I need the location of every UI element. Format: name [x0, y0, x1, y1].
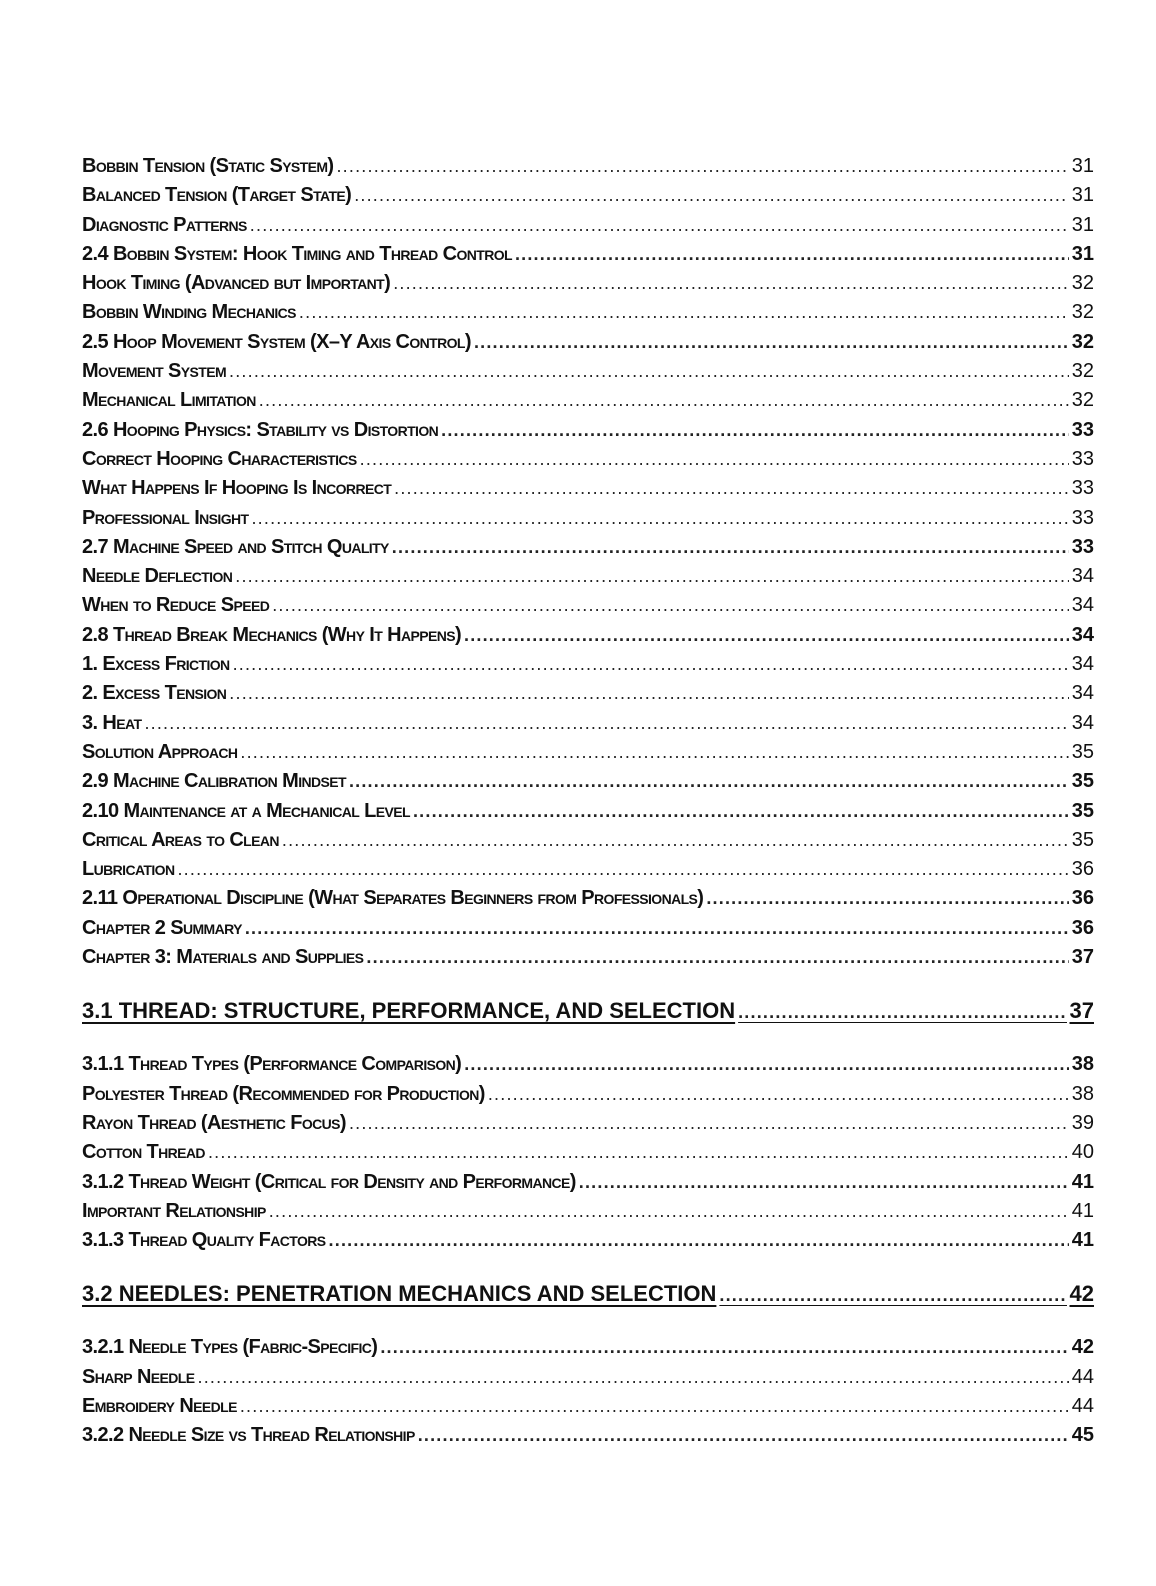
- toc-entry[interactable]: [82, 914, 1094, 943]
- toc-entry-title: 3.2.1 Needle Types (Fabric-Specific): [82, 1336, 378, 1359]
- toc-entry[interactable]: [82, 416, 1094, 445]
- toc-dot-leader: [360, 445, 1069, 474]
- toc-dot-leader: [738, 973, 1066, 1050]
- toc-entry[interactable]: [82, 1421, 1094, 1450]
- toc-page-number: 36: [1071, 858, 1094, 881]
- toc-entry[interactable]: [82, 269, 1094, 298]
- toc-entry[interactable]: [82, 621, 1094, 650]
- toc-entry-title: Needle Deflection: [82, 565, 233, 588]
- toc-entry[interactable]: [82, 474, 1094, 503]
- toc-page-number: 34: [1071, 682, 1094, 705]
- toc-entry-title: Chapter 3: Materials and Supplies: [82, 946, 364, 969]
- toc-dot-leader: [259, 386, 1069, 415]
- toc-entry-title: 2.11 Operational Discipline (What Separates Beginners from Professionals): [82, 887, 704, 910]
- toc-page-number: 34: [1071, 565, 1094, 588]
- toc-page-number: 36: [1071, 887, 1094, 910]
- toc-entry[interactable]: [82, 504, 1094, 533]
- toc-entry[interactable]: [82, 797, 1094, 826]
- toc-dot-leader: [282, 826, 1069, 855]
- toc-entry-title: 2.5 Hoop Movement System (X–Y Axis Control): [82, 330, 471, 353]
- toc-entry[interactable]: [82, 1197, 1094, 1226]
- toc-entry[interactable]: [82, 738, 1094, 767]
- toc-page-number: 37: [1069, 998, 1094, 1024]
- toc-page-number: 33: [1071, 447, 1094, 470]
- toc-entry-title: Diagnostic Patterns: [82, 213, 247, 236]
- toc-dot-leader: [349, 1109, 1069, 1138]
- toc-entry[interactable]: [82, 826, 1094, 855]
- toc-entry-title: 2.4 Bobbin System: Hook Timing and Thread Control: [82, 242, 512, 265]
- toc-dot-leader: [299, 298, 1069, 327]
- toc-section-heading[interactable]: [82, 1255, 1094, 1333]
- toc-entry-title: 3.2 NEEDLES: PENETRATION MECHANICS AND SELECTION: [82, 1281, 717, 1307]
- toc-entry-title: Correct Hooping Characteristics: [82, 447, 357, 470]
- toc-page-number: 31: [1071, 184, 1094, 207]
- toc-entry[interactable]: [82, 1392, 1094, 1421]
- toc-entry[interactable]: [82, 1363, 1094, 1392]
- toc-entry-title: 3. Heat: [82, 711, 142, 734]
- toc-page-number: 42: [1071, 1336, 1094, 1359]
- toc-page-number: 36: [1071, 916, 1094, 939]
- toc-page-number: 33: [1071, 506, 1094, 529]
- toc-dot-leader: [393, 269, 1069, 298]
- toc-dot-leader: [233, 650, 1069, 679]
- toc-dot-leader: [336, 152, 1068, 181]
- toc-dot-leader: [229, 679, 1068, 708]
- toc-dot-leader: [418, 1421, 1069, 1450]
- toc-entry[interactable]: [82, 679, 1094, 708]
- toc-page-number: 34: [1071, 594, 1094, 617]
- toc-dot-leader: [235, 562, 1068, 591]
- toc-entry-title: 3.2.2 Needle Size vs Thread Relationship: [82, 1424, 415, 1447]
- toc-dot-leader: [706, 884, 1068, 913]
- toc-page-number: 31: [1071, 213, 1094, 236]
- toc-dot-leader: [240, 1392, 1069, 1421]
- toc-entry-title: 3.1.2 Thread Weight (Critical for Density and Performance): [82, 1170, 576, 1193]
- toc-entry-title: 2.6 Hooping Physics: Stability vs Distortion: [82, 418, 439, 441]
- toc-entry-title: Bobbin Tension (Static System): [82, 155, 334, 177]
- toc-dot-leader: [144, 709, 1068, 738]
- toc-entry-title: 3.1 THREAD: STRUCTURE, PERFORMANCE, AND SELECTION: [82, 998, 736, 1024]
- toc-entry-title: Cotton Thread: [82, 1141, 205, 1164]
- toc-dot-leader: [366, 943, 1068, 972]
- toc-dot-leader: [464, 621, 1069, 650]
- toc-page-number: 38: [1071, 1082, 1094, 1105]
- toc-section-heading-link[interactable]: [82, 972, 1094, 1050]
- toc-entry-title: 3.1.1 Thread Types (Performance Comparison): [82, 1053, 462, 1076]
- toc-page-number: 35: [1071, 828, 1094, 851]
- toc-dot-leader: [380, 1333, 1068, 1362]
- toc-dot-leader: [229, 357, 1069, 386]
- toc-entry[interactable]: [82, 533, 1094, 562]
- toc-entry[interactable]: [82, 211, 1094, 240]
- toc-entry-title: 2.7 Machine Speed and Stitch Quality: [82, 535, 389, 558]
- toc-entry[interactable]: [82, 1138, 1094, 1167]
- toc-entry[interactable]: [82, 709, 1094, 738]
- toc-entry[interactable]: [82, 386, 1094, 415]
- toc-page-number: 37: [1071, 946, 1094, 969]
- toc-page-number: 35: [1071, 770, 1094, 793]
- toc-entry-title: Bobbin Winding Mechanics: [82, 301, 296, 324]
- toc-entry[interactable]: [82, 562, 1094, 591]
- toc-entry-title: Polyester Thread (Recommended for Production): [82, 1082, 485, 1105]
- toc-dot-leader: [240, 738, 1068, 767]
- toc-page-number: 40: [1071, 1141, 1094, 1164]
- toc-dot-leader: [272, 591, 1069, 620]
- toc-entry[interactable]: [82, 152, 1094, 181]
- toc-dot-leader: [269, 1197, 1069, 1226]
- toc-entry-title: Solution Approach: [82, 740, 238, 763]
- toc-page-number: 31: [1071, 242, 1094, 265]
- toc-entry-title: 2.8 Thread Break Mechanics (Why It Happens): [82, 623, 461, 646]
- toc-page-number: 44: [1071, 1365, 1094, 1388]
- toc-entry[interactable]: [82, 181, 1094, 210]
- toc-dot-leader: [354, 181, 1069, 210]
- toc-dot-leader: [413, 797, 1069, 826]
- toc-entry-title: Chapter 2 Summary: [82, 916, 242, 939]
- toc-page-number: 34: [1071, 623, 1094, 646]
- toc-entry[interactable]: [82, 591, 1094, 620]
- toc-page-number: 39: [1071, 1111, 1094, 1134]
- toc-entry[interactable]: [82, 650, 1094, 679]
- toc-section-heading-link[interactable]: [82, 1255, 1094, 1333]
- toc-entry-title: Hook Timing (Advanced but Important): [82, 272, 391, 295]
- toc-section-heading[interactable]: [82, 972, 1094, 1050]
- toc-entry[interactable]: [82, 1226, 1094, 1255]
- toc-dot-leader: [441, 416, 1069, 445]
- toc-page-number: 32: [1071, 272, 1094, 295]
- toc-entry-title: 2.9 Machine Calibration Mindset: [82, 770, 346, 793]
- toc-page-number: 35: [1071, 799, 1094, 822]
- toc-dot-leader: [329, 1226, 1069, 1255]
- toc-dot-leader: [394, 474, 1069, 503]
- toc-entry[interactable]: [82, 943, 1094, 972]
- toc-entry-title: Movement System: [82, 360, 227, 383]
- toc-page-number: 34: [1071, 711, 1094, 734]
- toc-entry-title: Mechanical Limitation: [82, 389, 256, 412]
- toc-page-number: 33: [1071, 477, 1094, 500]
- toc-dot-leader: [474, 328, 1069, 357]
- toc-page-number: 33: [1071, 418, 1094, 441]
- toc-page-number: 32: [1071, 301, 1094, 324]
- toc-entry[interactable]: [82, 1168, 1094, 1197]
- toc-page-number: 41: [1071, 1170, 1094, 1193]
- toc-entry[interactable]: [82, 1050, 1094, 1079]
- toc-entry[interactable]: [82, 884, 1094, 913]
- toc-entry-title: When to Reduce Speed: [82, 594, 270, 617]
- toc-page-number: 41: [1071, 1199, 1094, 1222]
- toc-dot-leader: [251, 504, 1068, 533]
- toc-entry[interactable]: [82, 357, 1094, 386]
- toc-dot-leader: [515, 240, 1069, 269]
- toc-entry[interactable]: [82, 240, 1094, 269]
- toc-page-number: 44: [1071, 1394, 1094, 1417]
- toc-entry-title: Embroidery Needle: [82, 1394, 237, 1417]
- toc-entry-title: Professional Insight: [82, 506, 249, 529]
- toc-entry[interactable]: [82, 1080, 1094, 1109]
- toc-entry-title: What Happens If Hooping Is Incorrect: [82, 477, 392, 500]
- toc-page-number: 38: [1071, 1053, 1094, 1076]
- toc-dot-leader: [488, 1080, 1069, 1109]
- toc-page-number: 31: [1071, 155, 1094, 177]
- toc-entry-title: Balanced Tension (Target State): [82, 184, 352, 207]
- toc-entry[interactable]: [82, 1109, 1094, 1138]
- toc-dot-leader: [177, 855, 1068, 884]
- toc-dot-leader: [464, 1050, 1069, 1079]
- toc-page-number: 32: [1071, 360, 1094, 383]
- toc-entry[interactable]: [82, 855, 1094, 884]
- toc-entry-title: Lubrication: [82, 858, 175, 881]
- toc-entry-title: 1. Excess Friction: [82, 653, 230, 676]
- toc-entry-title: Important Relationship: [82, 1199, 266, 1222]
- toc-entry-title: Rayon Thread (Aesthetic Focus): [82, 1111, 346, 1134]
- toc-entry-title: Sharp Needle: [82, 1365, 195, 1388]
- toc-entry[interactable]: [82, 1333, 1094, 1362]
- toc-page-number: 42: [1069, 1281, 1094, 1307]
- toc-dot-leader: [208, 1138, 1069, 1167]
- toc-dot-leader: [250, 211, 1069, 240]
- toc-dot-leader: [579, 1168, 1069, 1197]
- toc-dot-leader: [198, 1363, 1069, 1392]
- table-of-contents: [82, 152, 1094, 1451]
- toc-page-number: 34: [1071, 653, 1094, 676]
- toc-entry-title: 2. Excess Tension: [82, 682, 227, 705]
- toc-entry[interactable]: [82, 298, 1094, 327]
- toc-entry[interactable]: [82, 767, 1094, 796]
- toc-dot-leader: [392, 533, 1069, 562]
- toc-page-number: 33: [1071, 535, 1094, 558]
- toc-entry-title: 3.1.3 Thread Quality Factors: [82, 1229, 326, 1252]
- toc-dot-leader: [349, 767, 1069, 796]
- toc-entry[interactable]: [82, 328, 1094, 357]
- toc-dot-leader: [719, 1256, 1066, 1333]
- toc-entry-title: Critical Areas to Clean: [82, 828, 279, 851]
- toc-page-number: 41: [1071, 1229, 1094, 1252]
- toc-entry[interactable]: [82, 445, 1094, 474]
- toc-dot-leader: [245, 914, 1069, 943]
- toc-entry-title: 2.10 Maintenance at a Mechanical Level: [82, 799, 410, 822]
- toc-page-number: 32: [1071, 389, 1094, 412]
- toc-page-number: 45: [1071, 1424, 1094, 1447]
- toc-page-number: 35: [1071, 740, 1094, 763]
- toc-page-number: 32: [1071, 330, 1094, 353]
